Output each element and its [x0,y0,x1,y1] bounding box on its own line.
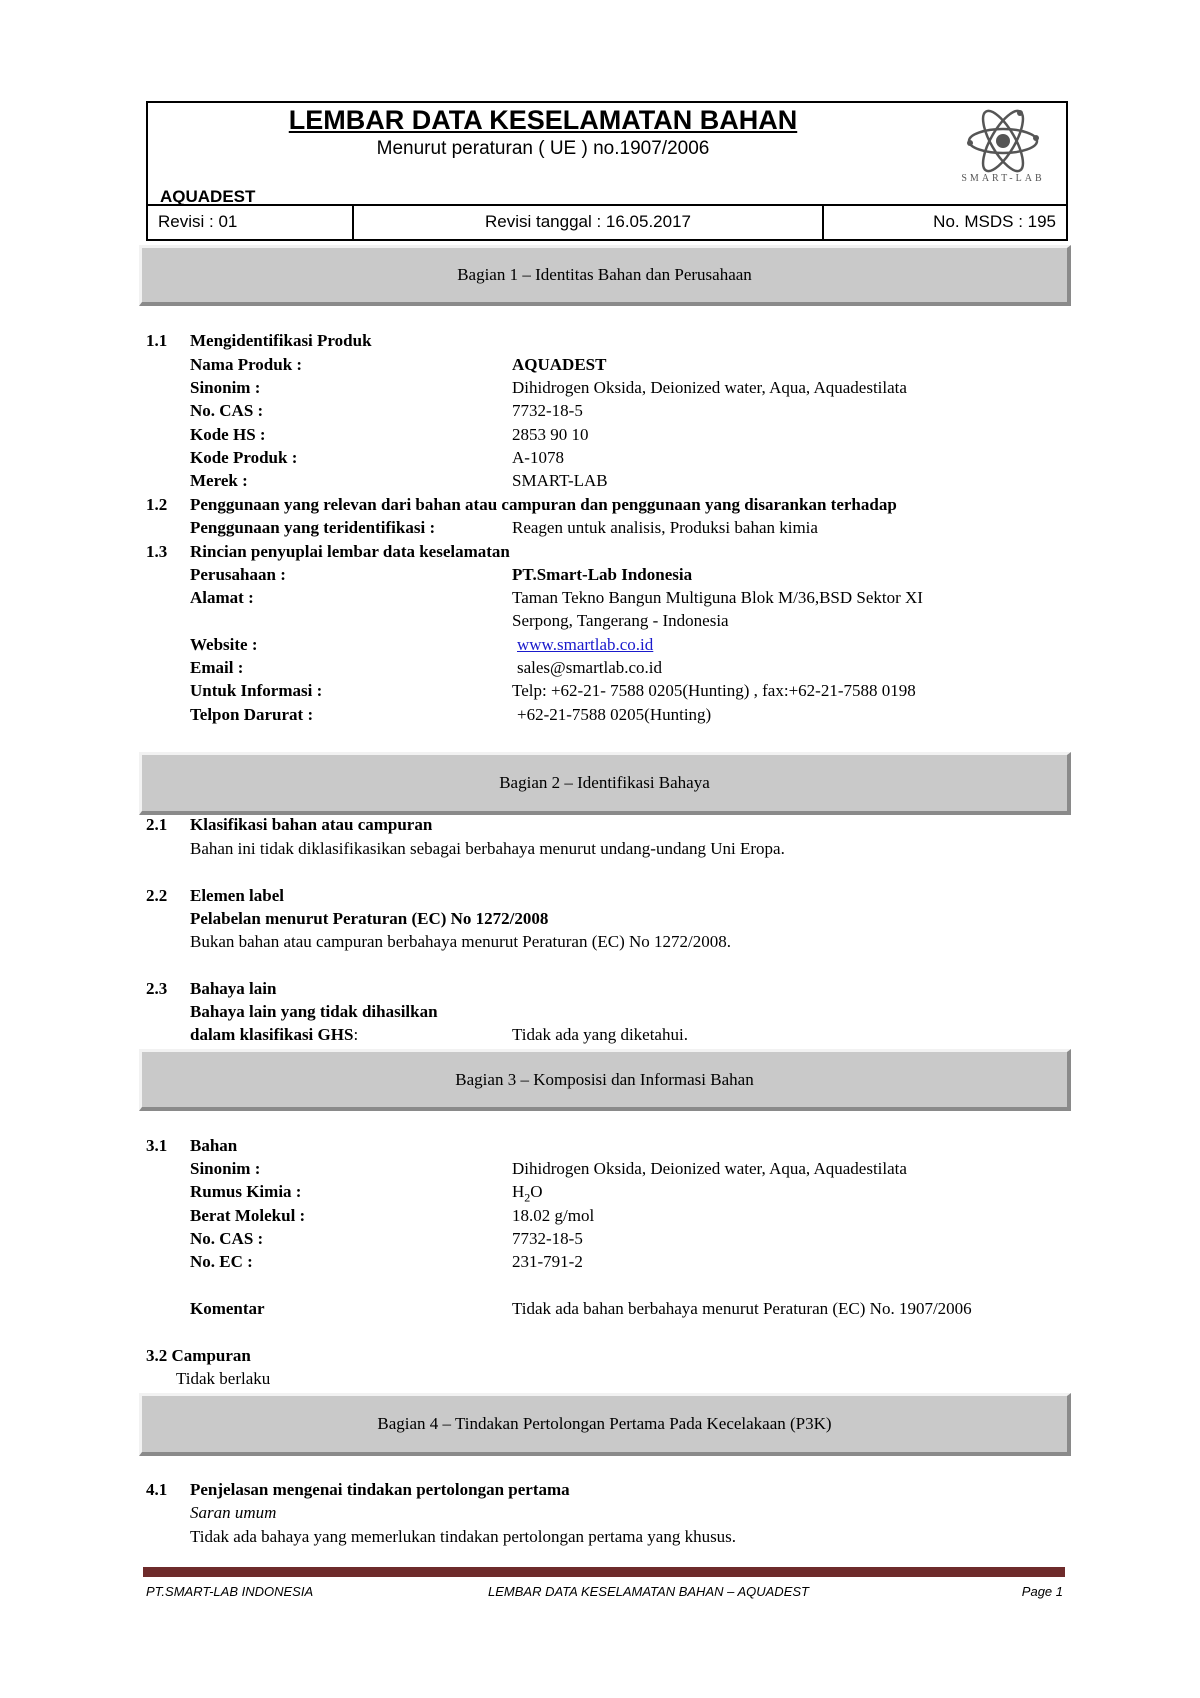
product-code-value: A-1078 [512,448,564,467]
section-2-3-subtitle-2 [190,1024,358,1046]
formula-h: H [512,1182,525,1201]
section-1-1-number: 1.1 [146,331,168,350]
section-2-3-subtitle-1: Bahaya lain yang tidak dihasilkan [190,1002,438,1021]
product-name-value: AQUADEST [512,355,607,374]
section-2-3-value: Tidak ada yang diketahui. [512,1025,688,1044]
hs-code-label: Kode HS : [190,425,266,444]
composition-synonym-value: Dihidrogen Oksida, Deionized water, Aqua, Aquadestilata [512,1159,907,1178]
ec-number-label: No. EC : [190,1252,253,1271]
address-line-1: Taman Tekno Bangun Multiguna Blok M/36,BSD Sektor XI [512,588,923,607]
composition-cas-value: 7732-18-5 [512,1229,583,1248]
section-4-1-title: Penjelasan mengenai tindakan pertolongan pertama [190,1480,570,1499]
section-1-3-title: Rincian penyuplai lembar data keselamatan [190,542,510,561]
info-value: Telp: +62-21- 7588 0205(Hunting) , fax:+62-21-7588 0198 [512,681,916,700]
footer-bar [143,1567,1065,1577]
section-3-2-title: 3.2 Campuran [146,1346,251,1365]
composition-synonym-label: Sinonim : [190,1159,261,1178]
email-label: Email : [190,658,244,677]
email-value: sales@smartlab.co.id [517,658,663,677]
synonym-value: Dihidrogen Oksida, Deionized water, Aqua, Aquadestilata [512,378,907,397]
document-title: LEMBAR DATA KESELAMATAN BAHAN [288,105,798,135]
company-label: Perusahaan : [190,565,286,584]
footer-document-title: LEMBAR DATA KESELAMATAN BAHAN – AQUADEST [488,1584,809,1599]
website-label: Website : [190,635,258,654]
identified-use-value: Reagen untuk analisis, Produksi bahan kimia [512,518,818,537]
brand-label: Merek : [190,471,248,490]
section-3-2-text: Tidak berlaku [176,1369,271,1388]
formula-label: Rumus Kimia : [190,1182,302,1201]
footer-company: PT.SMART-LAB INDONESIA [146,1584,314,1599]
logo-text: SMART-LAB [961,173,1045,184]
revision-number: Revisi : 01 [148,206,354,239]
address-line-2: Serpong, Tangerang - Indonesia [512,611,729,630]
molecular-weight-value: 18.02 g/mol [512,1206,595,1225]
emergency-phone-value: +62-21-7588 0205(Hunting) [517,705,712,724]
section-3-1-number: 3.1 [146,1136,168,1155]
cas-value: 7732-18-5 [512,401,583,420]
section-4-banner: Bagian 4 – Tindakan Pertolongan Pertama Pada Kecelakaan (P3K) [139,1393,1071,1456]
section-1-1-title: Mengidentifikasi Produk [190,331,372,350]
smart-lab-atom-logo [948,105,1058,187]
section-2-3-number: 2.3 [146,979,168,998]
synonym-label: Sinonim : [190,378,261,397]
section-2-2-text: Bukan bahan atau campuran berbahaya menurut Peraturan (EC) No 1272/2008. [190,932,731,951]
info-label: Untuk Informasi : [190,681,323,700]
msds-number: No. MSDS : 195 [933,212,1056,231]
company-value: PT.Smart-Lab Indonesia [512,565,693,584]
formula-subscript: 2 [524,1190,531,1205]
section-2-1-text: Bahan ini tidak diklasifikasikan sebagai berbahaya menurut undang-undang Uni Eropa. [190,839,785,858]
section-2-1-number: 2.1 [146,815,168,834]
section-4-1-number: 4.1 [146,1480,168,1499]
section-3-banner: Bagian 3 – Komposisi dan Informasi Bahan [139,1049,1071,1111]
revision-row [148,204,1066,239]
section-2-2-number: 2.2 [146,886,168,905]
section-2-3-title: Bahaya lain [190,979,277,998]
product-name-header: AQUADEST [160,187,256,206]
molecular-weight-label: Berat Molekul : [190,1206,306,1225]
section-2-banner: Bagian 2 – Identifikasi Bahaya [139,752,1071,815]
section-1-2-title: Penggunaan yang relevan dari bahan atau campuran dan penggunaan yang disarankan terhadap [190,495,897,514]
section-1-2-number: 1.2 [146,495,168,514]
section-1-3-number: 1.3 [146,542,168,561]
identified-use-label: Penggunaan yang teridentifikasi : [190,518,436,537]
section-3-1-title: Bahan [190,1136,238,1155]
section-1-banner: Bagian 1 – Identitas Bahan dan Perusahaan [139,245,1071,306]
cas-label: No. CAS : [190,401,264,420]
ghs-label: dalam klasifikasi GHS [190,1025,354,1044]
website-link[interactable]: www.smartlab.co.id [517,635,654,654]
section-2-1-title: Klasifikasi bahan atau campuran [190,815,433,834]
emergency-phone-label: Telpon Darurat : [190,705,314,724]
ec-number-value: 231-791-2 [512,1252,583,1271]
footer-page-number: Page 1 [1021,1584,1063,1599]
comment-label: Komentar [190,1299,265,1318]
revision-date: Revisi tanggal : 16.05.2017 [354,206,824,239]
hs-code-value: 2853 90 10 [512,425,589,444]
brand-value: SMART-LAB [512,471,608,490]
regulation-subtitle: Menurut peraturan ( UE ) no.1907/2006 [376,138,710,159]
composition-cas-label: No. CAS : [190,1229,264,1248]
product-code-label: Kode Produk : [190,448,298,467]
formula-o: O [530,1182,543,1201]
ghs-label-colon: : [353,1025,359,1044]
section-4-1-subtitle: Saran umum [190,1503,277,1522]
document-header [146,101,1068,241]
section-2-2-title: Elemen label [190,886,284,905]
comment-value: Tidak ada bahan berbahaya menurut Peraturan (EC) No. 1907/2006 [512,1299,972,1318]
section-4-1-text: Tidak ada bahaya yang memerlukan tindakan pertolongan pertama yang khusus. [190,1527,737,1546]
address-label: Alamat : [190,588,254,607]
section-2-2-subtitle: Pelabelan menurut Peraturan (EC) No 1272/2008 [190,909,549,928]
product-name-label: Nama Produk : [190,355,303,374]
